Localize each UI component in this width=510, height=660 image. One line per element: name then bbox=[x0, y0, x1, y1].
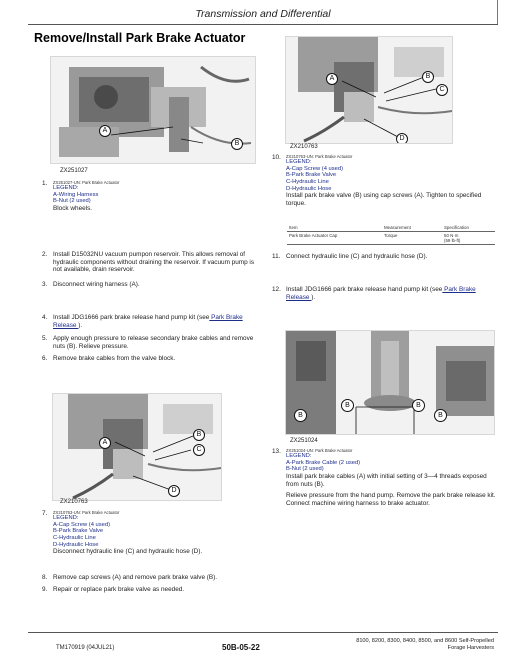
step-3 bbox=[42, 281, 257, 291]
step-text: Disconnect hydraulic line (C) and hydraulic hose (D). bbox=[53, 548, 203, 556]
callout-a: A bbox=[326, 73, 338, 85]
section-title: Remove/Install Park Brake Actuator bbox=[34, 31, 246, 45]
figure-3-id: ZX210763 bbox=[60, 499, 88, 505]
callout-a: A bbox=[99, 125, 111, 137]
figure-4-id: ZX251024 bbox=[290, 438, 318, 444]
callout-b: B bbox=[412, 399, 425, 412]
legend-item: B-Nut (2 used) bbox=[53, 198, 91, 205]
callout-c: C bbox=[436, 84, 448, 96]
footer-page-number: 50B-05-22 bbox=[222, 643, 260, 652]
header-rule bbox=[28, 24, 498, 25]
table-header-row bbox=[287, 224, 495, 232]
figure-caption: ZX210763-UN: Park Brake Actuator bbox=[286, 154, 353, 159]
legend-title: LEGEND: bbox=[286, 159, 312, 166]
legend-title: LEGEND: bbox=[286, 453, 312, 460]
spec-metric: 50 N·m bbox=[444, 233, 459, 238]
step-2 bbox=[42, 251, 257, 281]
footer-product-line-1: 8100, 8200, 8300, 8400, 8500, and 8600 Self-Propelled bbox=[356, 638, 494, 644]
step-text: Remove cap screws (A) and remove park brake valve (B). bbox=[53, 574, 218, 581]
park-brake-release-link[interactable]: Park Brake Release bbox=[53, 314, 243, 329]
figure-2-illustration bbox=[286, 37, 453, 144]
step-6 bbox=[42, 355, 257, 365]
figure-caption: ZX210763-UN: Park Brake Actuator bbox=[53, 510, 120, 515]
legend-item: B-Nut (2 used) bbox=[286, 466, 324, 473]
callout-b: B bbox=[341, 399, 354, 412]
step-text: Repair or replace park brake valve as needed. bbox=[53, 586, 185, 593]
column-header: Specification bbox=[442, 224, 495, 232]
callout-d: D bbox=[396, 133, 408, 144]
legend-title: LEGEND: bbox=[53, 185, 79, 192]
spec-imperial: (59 lb-ft) bbox=[444, 238, 461, 243]
step-number: 6. bbox=[42, 355, 48, 362]
legend-item: B-Park Brake Valve bbox=[53, 528, 104, 535]
step-number: 13. bbox=[272, 448, 281, 455]
callout-b: B bbox=[193, 429, 205, 441]
column-header: Measurement bbox=[382, 224, 442, 232]
step-number: 7. bbox=[42, 510, 48, 517]
callout-b: B bbox=[294, 409, 307, 422]
figure-park-brake-actuator-1 bbox=[50, 56, 256, 164]
step-1 bbox=[42, 180, 257, 222]
step-text: Install park brake valve (B) using cap screws (A). Tighten to specified torque. bbox=[286, 192, 482, 207]
step-number: 2. bbox=[42, 251, 48, 258]
step-7 bbox=[42, 510, 267, 568]
legend-item: D-Hydraulic Hose bbox=[53, 541, 99, 548]
callout-d: D bbox=[168, 485, 180, 497]
legend-item: A-Cap Screw (4 used) bbox=[53, 521, 111, 528]
table-cell-item: Park Brake Actuator Cap bbox=[287, 232, 382, 245]
table-cell-specification bbox=[442, 232, 495, 245]
margin-rule bbox=[497, 0, 498, 24]
step-number: 4. bbox=[42, 314, 48, 321]
footer-doc-id: TM170919 (04JUL21) bbox=[56, 645, 115, 651]
figure-2-id: ZX210763 bbox=[290, 144, 318, 150]
figure-caption: ZX251024-UN: Park Brake Actuator bbox=[286, 448, 353, 453]
step-text: Install park brake cables (A) with initial setting of 3—4 threads exposed from nuts (B). bbox=[286, 472, 487, 488]
step-text: Install JDG1666 park brake release hand pump kit (see bbox=[286, 286, 443, 293]
callout-b: B bbox=[231, 138, 243, 150]
column-header: Item bbox=[287, 224, 382, 232]
figure-1-illustration bbox=[51, 57, 256, 164]
step-text: Connect hydraulic line (C) and hydraulic hose (D). bbox=[286, 253, 428, 260]
step-10 bbox=[272, 154, 498, 220]
legend-item: D-Hydraulic Hose bbox=[286, 185, 332, 192]
figure-4-illustration bbox=[286, 331, 495, 435]
step-text: Install D15032NU vacuum pumpon reservoir. This allows removal of hydraulic components without draining the reservoir. If vacuum pump is not available, drain reservoir. bbox=[53, 251, 255, 274]
table-row bbox=[287, 232, 495, 245]
step-number: 1. bbox=[42, 180, 48, 187]
figure-park-brake-actuator-2 bbox=[285, 36, 453, 144]
step-text-2: Relieve pressure from the hand pump. Remove the park brake release kit. Connect machine wiring harness to brake actuator. bbox=[286, 492, 496, 507]
legend-item: C-Hydraulic Line bbox=[53, 534, 96, 541]
step-text: Remove brake cables from the valve block. bbox=[53, 355, 176, 362]
step-9 bbox=[42, 586, 267, 596]
callout-b: B bbox=[422, 71, 434, 83]
footer-rule bbox=[28, 632, 498, 633]
step-text-end: ). bbox=[78, 321, 83, 329]
step-text: Install JDG1666 park brake release hand pump kit (see bbox=[53, 314, 210, 321]
legend-item: A-Park Brake Cable (2 used) bbox=[286, 459, 361, 466]
figure-caption: ZX251027-UN: Park Brake Actuator bbox=[53, 180, 120, 185]
step-13 bbox=[272, 448, 498, 526]
step-11 bbox=[272, 253, 498, 263]
step-number: 10. bbox=[272, 154, 281, 161]
legend-item: A-Cap Screw (4 used) bbox=[286, 165, 344, 172]
step-text-end: ). bbox=[311, 293, 316, 301]
legend-item: C-Hydraulic Line bbox=[286, 178, 329, 185]
table-cell-measurement: Torque bbox=[382, 232, 442, 245]
step-number: 3. bbox=[42, 281, 48, 288]
step-12 bbox=[272, 286, 498, 304]
step-number: 5. bbox=[42, 335, 48, 342]
step-number: 8. bbox=[42, 574, 48, 581]
step-text: Disconnect wiring harness (A). bbox=[53, 281, 140, 288]
step-number: 11. bbox=[272, 253, 281, 260]
torque-spec-table bbox=[287, 224, 495, 245]
park-brake-release-link[interactable]: Park Brake Release bbox=[286, 286, 476, 301]
legend-item: B-Park Brake Valve bbox=[286, 172, 337, 179]
step-text: Block wheels. bbox=[53, 204, 93, 212]
step-text: Apply enough pressure to release secondary brake cables and remove nuts (B). Relieve pressure. bbox=[53, 335, 254, 350]
callout-c: C bbox=[193, 444, 205, 456]
figure-park-brake-actuator-4 bbox=[285, 330, 495, 435]
step-number: 9. bbox=[42, 586, 48, 593]
step-4 bbox=[42, 314, 267, 332]
page-header: Transmission and Differential bbox=[195, 8, 331, 20]
legend-item: A-Wiring Harness bbox=[53, 191, 99, 198]
figure-park-brake-actuator-3 bbox=[52, 393, 222, 501]
callout-a: A bbox=[99, 437, 111, 449]
step-8 bbox=[42, 574, 267, 584]
step-5 bbox=[42, 335, 267, 353]
footer-product-line-2: Forage Harvesters bbox=[447, 645, 494, 651]
figure-1-id: ZX251027 bbox=[60, 168, 88, 174]
footer-product bbox=[304, 638, 494, 652]
legend-title: LEGEND: bbox=[53, 515, 79, 522]
callout-b: B bbox=[434, 409, 447, 422]
step-number: 12. bbox=[272, 286, 281, 293]
